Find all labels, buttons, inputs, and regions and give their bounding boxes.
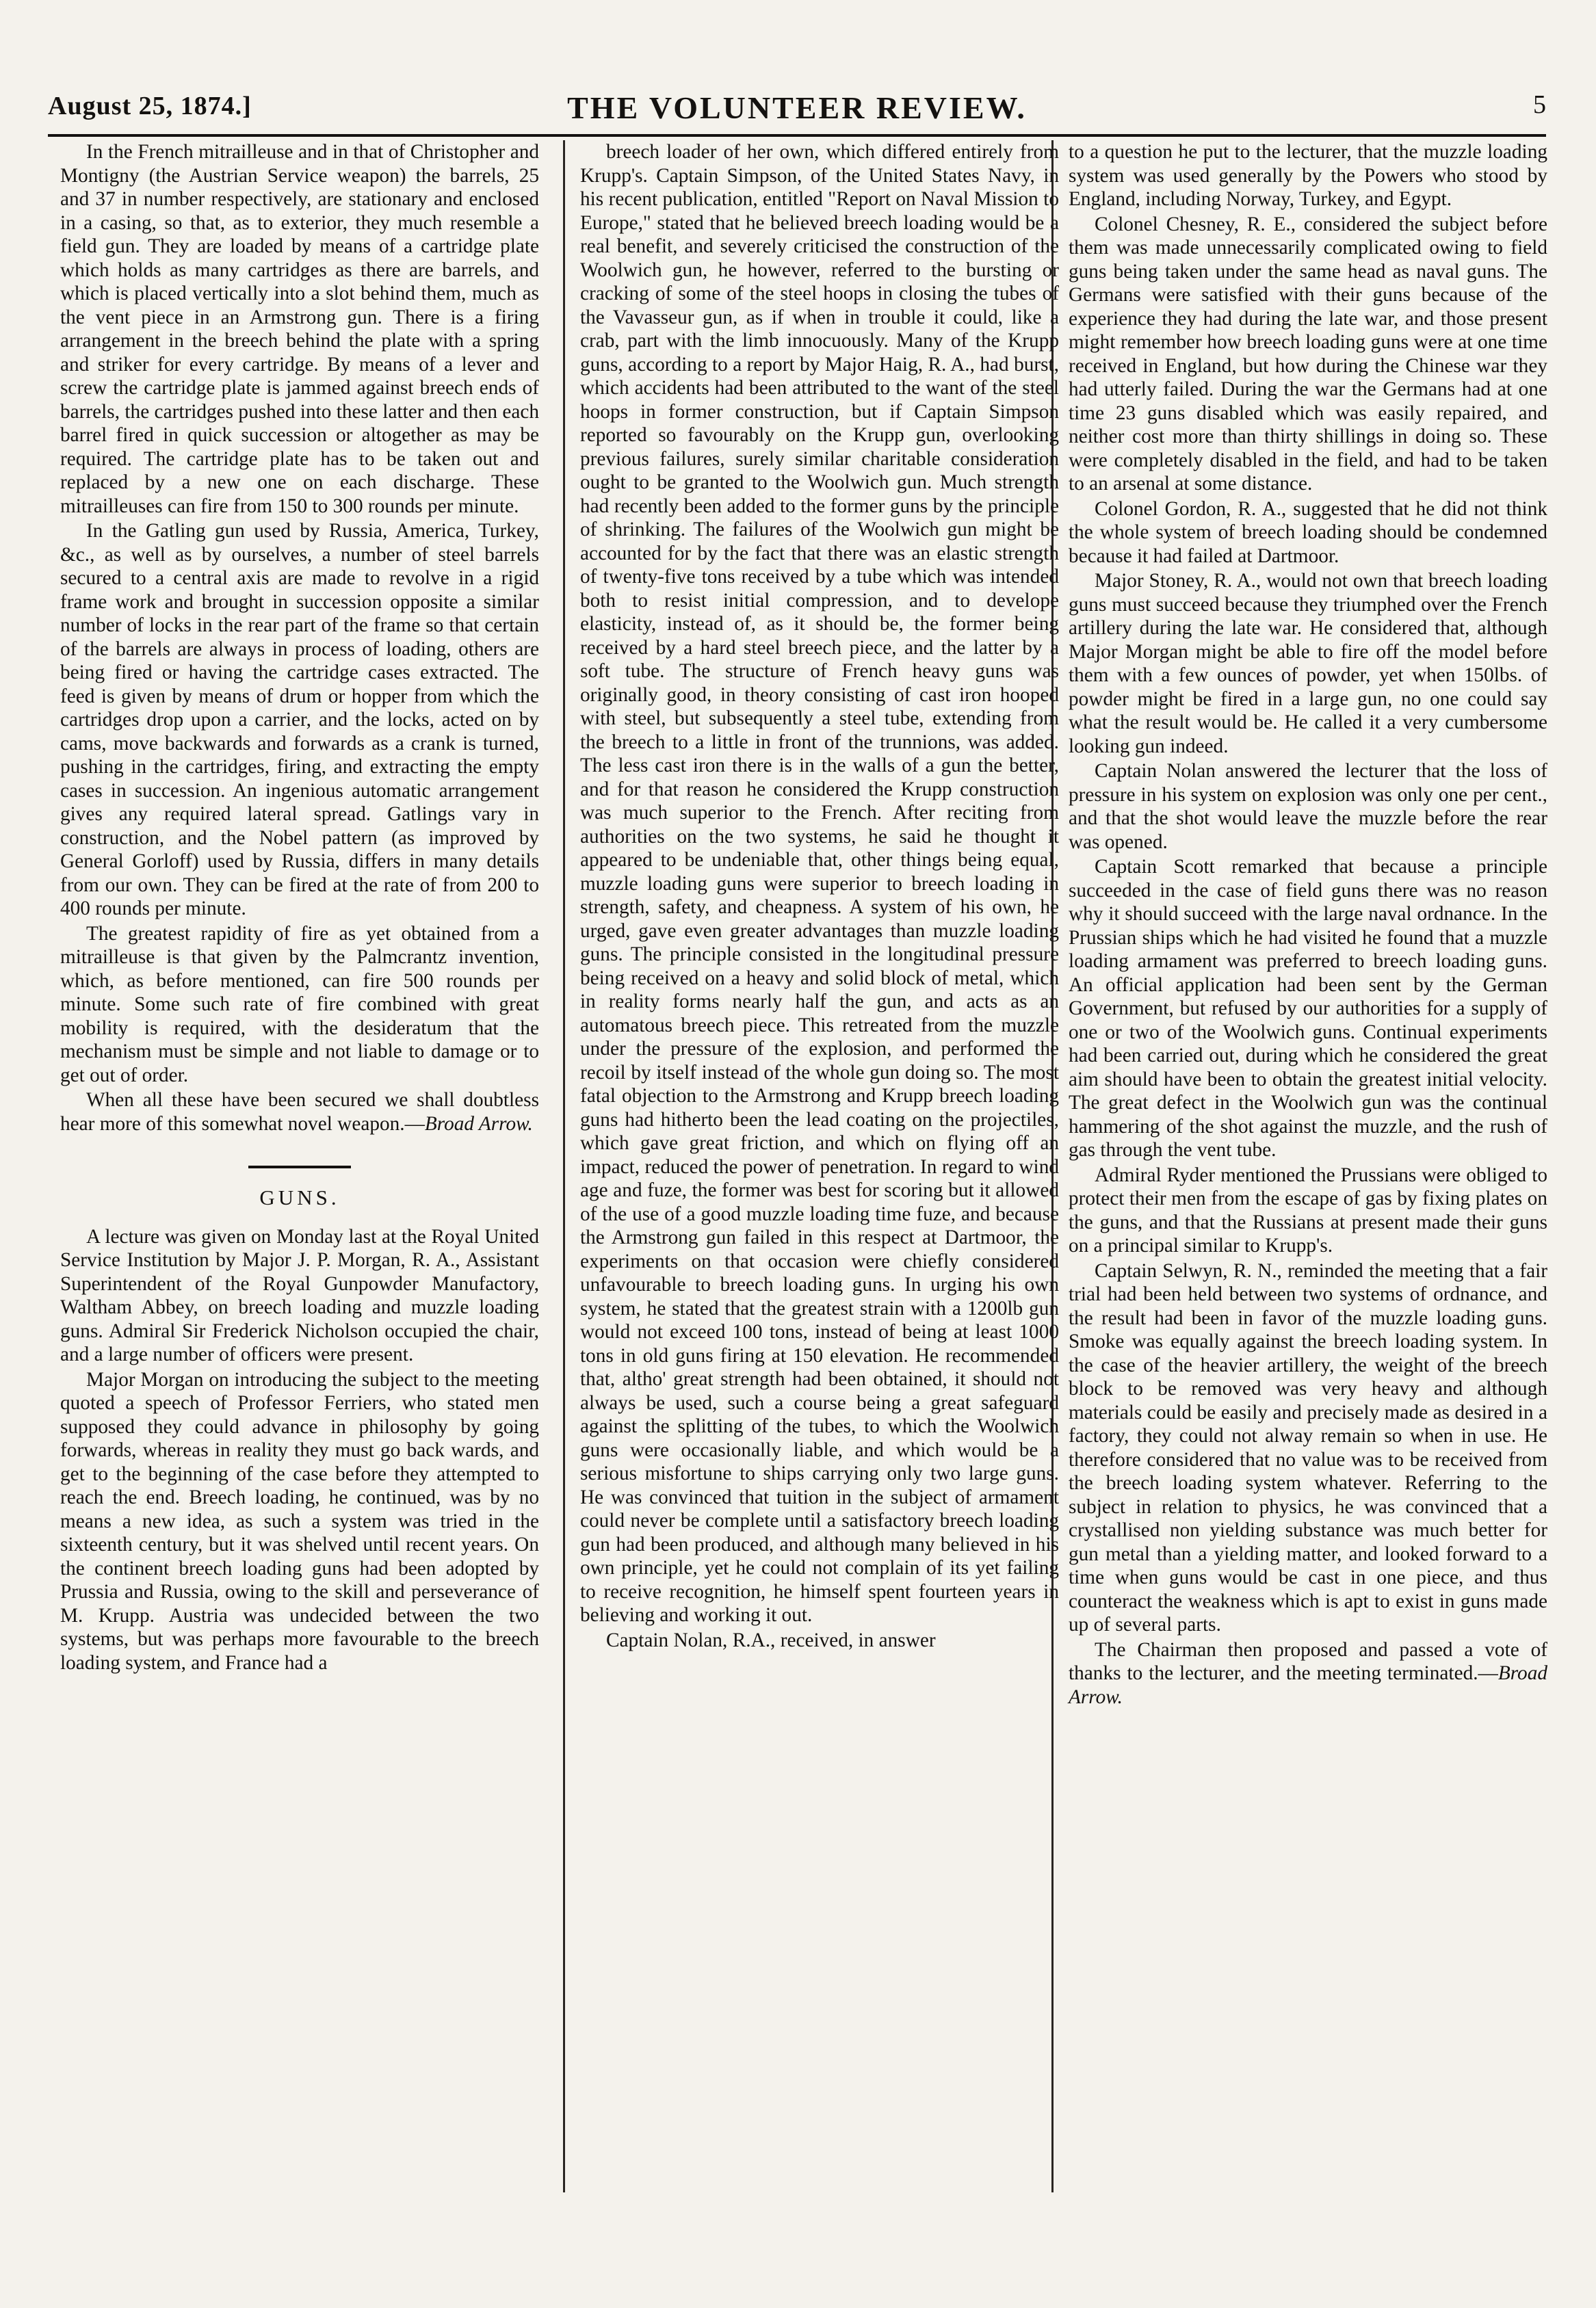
lecture-continued-paragraph: breech loader of her own, which differed entirely from Krupp's. Captain Simpson, of the United States Navy, in his recent publication, entitled "Report on Naval Mission to Europe," stated that he believed breech loading would be a real benefit, and severely criticised the construction of the Woolwich gun, he however, referred to the bursting or cracking of some of the steel hoops in closing the tubes of the Vavasseur gun, as if when in trouble it could, like a crab, part with the limb innocuously. Many of the Krupp guns, according to a report by Major Haig, R. A., had burst, which accidents had been attributed to the want of the steel hoops in former construction, but if Captain Simpson reported so favourably on the Krupp gun, overlooking previous failures, surely similar charitable consideration ought to be granted to the Woolwich gun. Much strength had recently been added to the former guns by the principle of shrinking. The failures of the Woolwich gun might be accounted for by the fact that there was an elastic strength of twenty-five tons received by a tube which was intended both to resist initial compression, and to develope elasticity, instead of, as it should be, the former being received by a hard steel breech piece, and the latter by a soft tube. The structure of French heavy guns was originally good, in theory consisting of cast iron hooped with steel, but subsequently a steel tube, extending from the breech to a little in front of the trunnions, was added. The less cast iron there is in the walls of a gun the better, and for that reason he considered the Krupp construction was much superior to the French. After reciting from authorities on the two systems, he said he thought it appeared to be undeniable that, other things being equal, muzzle loading guns were superior to breech loading in strength, safety, and cheapness. A system of his own, he urged, gave even greater advantages than muzzle loading guns. The principle consisted in the longitudinal pressure being received on a heavy and solid block of metal, which in reality forms nearly half the gun, and acts as an automatous breech piece. This retreated from the muzzle under the pressure of the explosion, and performed the recoil by itself instead of the whole gun doing so. The most fatal objection to the Armstrong and Krupp breech loading guns had hitherto been the lead coating on the projectiles, which gave great friction, and which on flying off an impact, reduced the power of penetration. In regard to wind age and fuze, the former was best for scoring but it allowed of the use of a good muzzle loading time fuze, and because the Armstrong gun failed in this respect at Dartmoor, the experiments on that occasion were chiefly considered unfavourable to breech loading guns. In urging his own system, he stated that the greatest strain with a 1200lb gun would not exceed 100 tons, instead of being at least 1000 tons in old guns firing at 150 elevation. He recommended that, altho' great strength had been obtained, it should not always be used, such a course being a great safeguard against the splitting of the tubes, to which the Woolwich guns were occasionally liable, and which would be a serious misfortune to ships carrying only two large guns. He was convinced that tuition in the subject of armament could never be complete until a satisfactory breech loading gun had been produced, and although many believed in his own principle, yet he could not complain of its yet failing to receive recognition, he himself spent fourteen years in believing and working it out.	[580, 141, 1059, 1626]
column-divider-1	[563, 140, 565, 2192]
column-1	[60, 140, 539, 1675]
publication-title: THE VOLUNTEER REVIEW.	[567, 90, 1027, 125]
lecture-intro-paragraph: A lecture was given on Monday last at the Royal United Service Institution by Major J. P. Morgan, R. A., Assistant Superintendent of the Royal Gunpowder Manufactory, Waltham Abbey, on breech loading and muzzle loading guns. Admiral Sir Frederick Nicholson occupied the chair, and a large number of officers were present.	[60, 1225, 539, 1365]
page-mark: 5	[1533, 90, 1546, 119]
nolan-paragraph: Captain Nolan, R.A., received, in answer	[606, 1629, 936, 1651]
gatling-paragraph: In the Gatling gun used by Russia, America, Turkey, &c., as well as by ourselves, a number of steel barrels secured to a central axis are made to revolve in a rigid frame work and brought in succession opposite a similar number of locks in the rear part of the frame so that certain of the barrels are always in process of loading, others are being fired or having the cartridge cases extracted. The feed is given by means of drum or hopper from which the cartridges drop upon a carrier, and the locks, acted on by cams, move backwards and forwards as a crank is turned, pushing in the cartridges, firing, and extracting the empty cases in succession. An ingenious automatic arrangement gives any required lateral spread. Gatlings vary in construction, and the Nobel pattern (as improved by General Gorloff) used by Russia, differs in many details from our own. They can be fired at the rate of from 200 to 400 rounds per minute.	[60, 520, 539, 919]
closing-text: When all these have been secured we shall doubtless hear more of this somewhat novel weapon.—	[60, 1089, 539, 1135]
source-credit: Broad Arrow.	[1069, 1662, 1547, 1708]
chairman-text: The Chairman then proposed and passed a vote of thanks to the lecturer, and the meeting terminated.—	[1069, 1638, 1547, 1684]
ryder-paragraph: Admiral Ryder mentioned the Prussians were obliged to protect their men from the escape of gas by fixing plates on the guns, and that the Russians at present made their guns on a principal similar to Krupp's.	[1069, 1164, 1547, 1257]
nolan-answer-paragraph: Captain Nolan answered the lecturer that the loss of pressure in his system on explosion was only one per cent., and that the shot would leave the muzzle before the rear was opened.	[1069, 760, 1547, 853]
column-3	[1069, 140, 1547, 1709]
closing-paragraph	[60, 1088, 539, 1136]
morgan-paragraph: Major Morgan on introducing the subject to the meeting quoted a speech of Professor Ferriers, who stated men supposed they could advance in philosophy by going forwards, whereas in reality they must go back wards, and get to the beginning of the case before they attempted to reach the end. Breech loading, he continued, was by no means a new idea, as such a system was tried in the sixteenth century, but it was shelved until recent years. On the continent breech loading guns had been adopted by Prussia and Russia, owing to the skill and perseverance of M. Krupp. Austria was undecided between the two systems, but was perhaps more favourable to the breech loading system, and France had a	[60, 1368, 539, 1674]
palmcrantz-paragraph: The greatest rapidity of fire as yet obtained from a mitrailleuse is that given by the Palmcrantz invention, which, as before mentioned, can fire 500 rounds per minute. Some such rate of fire combined with great mobility is required, with the desideratum that the mechanism must be simple and not liable to damage or to get out of order.	[60, 922, 539, 1086]
chesney-paragraph: Colonel Chesney, R. E., considered the subject before them was made unnecessarily complicated owing to field guns being taken under the same head as naval guns. The Germans were satisfied with their guns because of the experience they had during the late war, and those present might remember how breech loading guns were at one time received in England, but how during the Chinese war they had utterly failed. During the war the Germans had at one time 23 guns disabled which was easily repaired, and neither cost more than thirty shillings in doing so. These were completely disabled in the field, and had to be taken to an arsenal at some distance.	[1069, 213, 1547, 495]
issue-date: August 25, 1874.]	[48, 92, 252, 120]
nolan-continued-paragraph: to a question he put to the lecturer, that the muzzle loading system was used generally by the Powers who stood by England, including Norway, Turkey, and Egypt.	[1069, 141, 1547, 210]
stoney-paragraph: Major Stoney, R. A., would not own that breech loading guns must succeed because they triumphed over the French artillery during the late war. He considered that, although Major Morgan might be able to fire off the model before them with a few ounces of powder, yet when 150lbs. of powder might be fired in a large gun, no one could say what the result would be. He called it a very cumbersome looking gun indeed.	[1069, 570, 1547, 757]
article-heading: GUNS.	[259, 1185, 340, 1209]
selwyn-paragraph: Captain Selwyn, R. N., reminded the meeting that a fair trial had been held between two systems of ordnance, and the result had been in favor of the muzzle loading guns. Smoke was equally against the breech loading system. In the case of the heavier artillery, the weight of the breech block to be removed was very heavy and although materials could be easily and precisely made as desired in a factory, they could not alway remain so when in use. He therefore considered that no value was to be received from the breech loading system whatever. Referring to the subject in relation to physics, he was convinced that a crystallised non yielding substance was much better for gun metal than a yielding matter, and looked forward to a time when guns would be cast in one piece, and thus counteract the weakness which is apt to exist in guns made up of several parts.	[1069, 1259, 1547, 1636]
page-header	[48, 86, 1546, 127]
mitrailleuse-paragraph: In the French mitrailleuse and in that of Christopher and Montigny (the Austrian Service weapon) the barrels, 25 and 37 in number respectively, are stationary and enclosed in a casing, so that, as to exterior, they much resemble a field gun. They are loaded by means of a cartridge plate which holds as many cartridges as there are barrels, and which is placed vertically into a slot behind them, much as the vent piece in an Armstrong gun. There is a firing arrangement in the breech behind the plate with a spring and striker for every cartridge. By means of a lever and screw the cartridge plate is jammed against breech ends of barrels, the cartridges pushed into these latter and then each barrel fired in quick succession or altogether as may be required. The cartridge plate has to be taken out and replaced by a new one on each discharge. These mitrailleuses can fire from 150 to 300 rounds per minute.	[60, 141, 539, 517]
header-rule	[48, 134, 1546, 137]
scott-paragraph: Captain Scott remarked that because a principle succeeded in the case of field guns there was no reason why it should succeed with the large naval ordnance. In the Prussian ships which he had visited he found that a muzzle loading armament was preferred to breech loading guns. An official application had been sent by the German Government, but refused by our authorities for a supply of one or two of the Woolwich guns. Continual experiments had been carried out, during which he considered the great aim should have been to obtain the greatest initial velocity. The great defect in the Woolwich gun was the continual hammering of the shot against the muzzle, and the rush of gas through the vent tube.	[1069, 856, 1547, 1161]
chairman-paragraph	[1069, 1638, 1547, 1709]
source-credit: Broad Arrow.	[424, 1112, 533, 1135]
article-separator	[248, 1166, 351, 1168]
column-2	[580, 140, 1059, 1652]
gordon-paragraph: Colonel Gordon, R. A., suggested that he did not think the whole system of breech loading should be condemned because it had failed at Dartmoor.	[1069, 497, 1547, 567]
